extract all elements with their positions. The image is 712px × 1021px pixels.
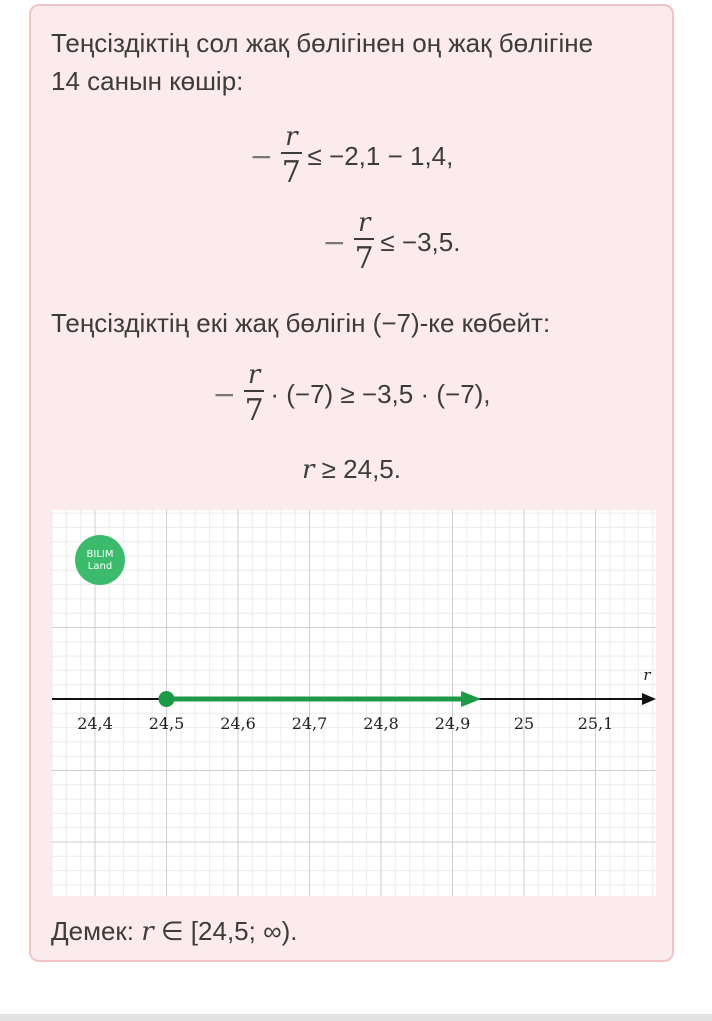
variable-r: r — [302, 455, 315, 485]
fraction-denominator: 7 — [281, 155, 301, 190]
minus-sign: − — [212, 377, 236, 411]
step2-text: Теңсіздіктің екі жақ бөлігін (−7)-ке көбейт: — [51, 308, 551, 338]
solution-ray-arrow — [461, 691, 481, 707]
inequality-rhs: ≤ −2,1 − 1,4, — [307, 140, 454, 171]
minus-sign: − — [249, 139, 274, 173]
axis-variable-label: r — [643, 666, 651, 684]
fraction-numerator: r — [354, 210, 374, 240]
tick-label: 25,1 — [577, 714, 614, 733]
inequality-rhs: · (−7) ≥ −3,5 · (−7), — [270, 378, 491, 409]
tick-label: 24,6 — [220, 714, 256, 733]
number-line-graph — [52, 510, 656, 896]
fraction-numerator: r — [244, 362, 264, 392]
fraction-r-over-7 — [281, 124, 301, 188]
bottom-divider — [0, 1014, 712, 1021]
tick-label: 24,7 — [291, 714, 328, 733]
number-line-marks — [77, 691, 613, 733]
minus-sign: − — [322, 225, 346, 259]
solution-card — [29, 4, 674, 962]
conclusion-prefix: Демек: — [51, 916, 135, 946]
grid — [52, 510, 656, 896]
step1-inequality-2 — [71, 210, 712, 274]
step1-inequality-1 — [31, 124, 672, 188]
tick-label: 24,4 — [77, 714, 113, 733]
step2-result — [31, 454, 672, 485]
logo-text-bottom: Land — [87, 561, 113, 572]
conclusion-interval: ∈ [24,5; ∞). — [160, 916, 298, 946]
solution-start-point — [160, 692, 174, 706]
step2-inequality-1 — [31, 362, 672, 426]
bilimland-logo — [75, 535, 125, 585]
conclusion-variable: r — [141, 917, 154, 947]
fraction-numerator: r — [281, 124, 301, 154]
conclusion — [51, 912, 298, 951]
tick-label: 24,5 — [148, 714, 185, 733]
tick-label: 25 — [513, 714, 535, 733]
fraction-r-over-7 — [354, 210, 374, 274]
fraction-denominator: 7 — [354, 241, 374, 276]
fraction-denominator: 7 — [244, 393, 264, 428]
step1-text: Теңсіздіктің сол жақ бөлігінен оң жақ бөлігіне 14 санын көшір: — [51, 28, 594, 96]
fraction-r-over-7 — [244, 362, 264, 426]
tick-label: 24,9 — [434, 714, 471, 733]
number-line-svg — [52, 510, 656, 896]
axis-arrow-head — [642, 693, 656, 705]
logo-circle — [75, 535, 125, 585]
tick-label: 24,8 — [363, 714, 399, 733]
logo-text-top: BILIM — [86, 549, 114, 560]
result-rhs: ≥ 24,5. — [321, 454, 401, 484]
inequality-rhs: ≤ −3,5. — [380, 226, 461, 257]
